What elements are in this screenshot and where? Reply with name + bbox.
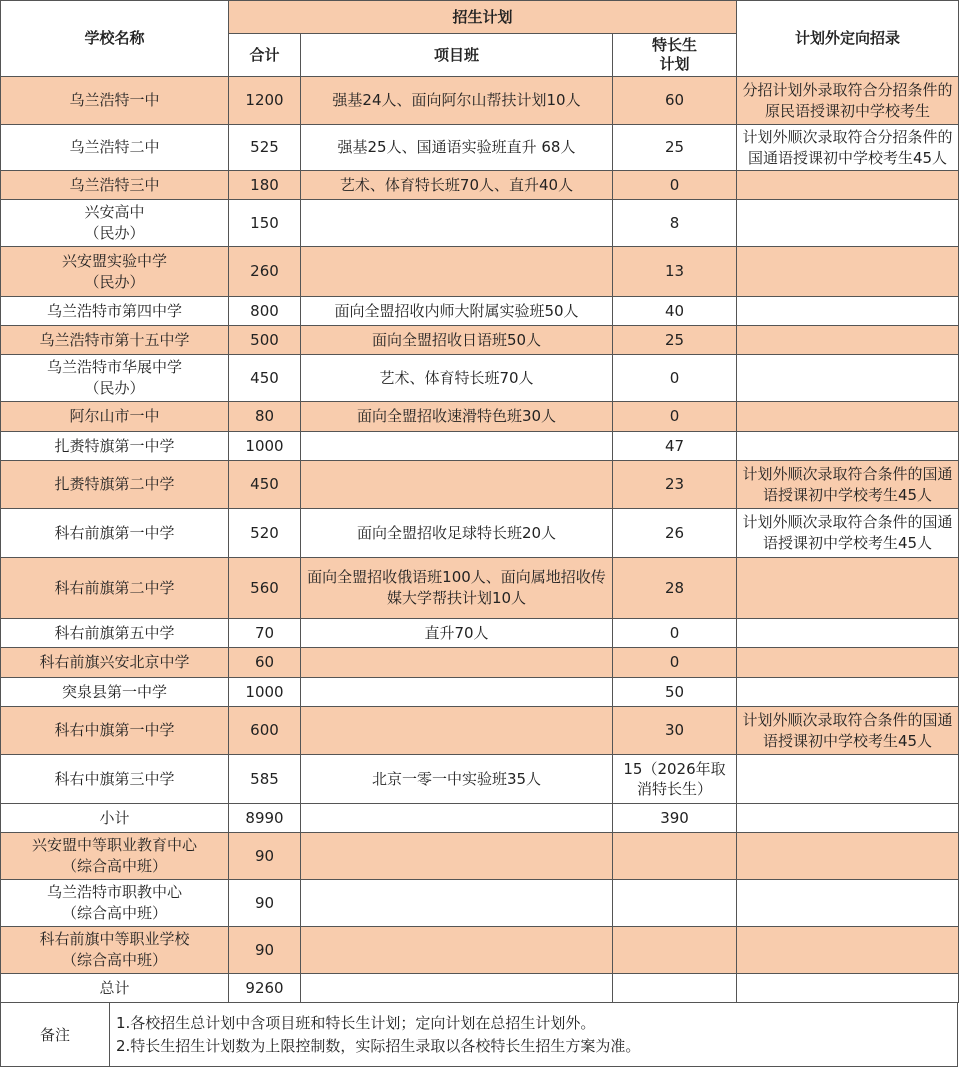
table-row — [1, 558, 959, 619]
project-class: 强基25人、国通语实验班直升 68人 — [301, 125, 613, 171]
outside-plan-note — [737, 171, 959, 200]
outside-plan-note — [737, 558, 959, 619]
table-row — [1, 755, 959, 804]
school-name: 阿尔山市一中 — [1, 402, 229, 432]
remark-line-2: 2.特长生招生计划数为上限控制数，实际招生录取以各校特长生招生方案为准。 — [116, 1036, 641, 1055]
header-plan: 招生计划 — [229, 1, 737, 34]
outside-plan-note: 计划外顺次录取符合条件的国通语授课初中学校考生45人 — [737, 509, 959, 558]
outside-plan-note — [737, 432, 959, 461]
school-name: 科右前旗兴安北京中学 — [1, 648, 229, 678]
school-name: 乌兰浩特市第十五中学 — [1, 326, 229, 355]
grand-total-value: 9260 — [229, 974, 301, 1003]
plan-total: 260 — [229, 247, 301, 297]
special-plan: 28 — [613, 558, 737, 619]
plan-total: 1200 — [229, 77, 301, 125]
table-row — [1, 402, 959, 432]
school-name: 科右前旗第一中学 — [1, 509, 229, 558]
special-plan: 25 — [613, 125, 737, 171]
special-plan — [613, 833, 737, 880]
plan-total: 600 — [229, 707, 301, 755]
special-plan: 40 — [613, 297, 737, 326]
plan-total: 90 — [229, 927, 301, 974]
project-class: 强基24人、面向阿尔山帮扶计划10人 — [301, 77, 613, 125]
special-plan: 26 — [613, 509, 737, 558]
school-name: 乌兰浩特市第四中学 — [1, 297, 229, 326]
outside-plan-note — [737, 927, 959, 974]
plan-total: 60 — [229, 648, 301, 678]
school-rows — [1, 77, 959, 804]
school-name: 兴安高中 （民办） — [1, 200, 229, 247]
vocational-row — [1, 927, 959, 974]
remarks — [0, 1003, 958, 1067]
special-plan — [613, 880, 737, 927]
project-class: 面向全盟招收日语班50人 — [301, 326, 613, 355]
outside-plan-note — [737, 297, 959, 326]
remarks-body — [110, 1003, 957, 1066]
school-name: 科右前旗第二中学 — [1, 558, 229, 619]
vocational-row — [1, 880, 959, 927]
school-name: 扎赉特旗第二中学 — [1, 461, 229, 509]
outside-plan-note — [737, 200, 959, 247]
special-plan: 0 — [613, 619, 737, 648]
plan-total: 450 — [229, 461, 301, 509]
table-row — [1, 509, 959, 558]
table-row — [1, 200, 959, 247]
project-class — [301, 927, 613, 974]
school-name: 科右中旗第一中学 — [1, 707, 229, 755]
outside-plan-note — [737, 326, 959, 355]
outside-plan-note — [737, 678, 959, 707]
project-class — [301, 707, 613, 755]
vocational-row — [1, 833, 959, 880]
plan-total: 70 — [229, 619, 301, 648]
header-total: 合计 — [229, 34, 301, 77]
outside-plan-note: 分招计划外录取符合分招条件的原民语授课初中学校考生 — [737, 77, 959, 125]
school-name: 科右前旗中等职业学校 （综合高中班） — [1, 927, 229, 974]
project-class — [301, 432, 613, 461]
table-row — [1, 77, 959, 125]
special-plan: 0 — [613, 402, 737, 432]
school-name: 突泉县第一中学 — [1, 678, 229, 707]
remarks-label: 备注 — [1, 1003, 110, 1066]
school-name: 兴安盟中等职业教育中心 （综合高中班） — [1, 833, 229, 880]
special-plan: 60 — [613, 77, 737, 125]
special-plan: 0 — [613, 355, 737, 402]
plan-total: 180 — [229, 171, 301, 200]
plan-total: 500 — [229, 326, 301, 355]
plan-total: 150 — [229, 200, 301, 247]
table-row — [1, 619, 959, 648]
table-row — [1, 171, 959, 200]
table-row — [1, 326, 959, 355]
table-row — [1, 707, 959, 755]
school-name: 乌兰浩特市华展中学 （民办） — [1, 355, 229, 402]
grand-total-row — [1, 974, 959, 1003]
subtotal-total: 8990 — [229, 804, 301, 833]
table-row — [1, 247, 959, 297]
plan-total: 450 — [229, 355, 301, 402]
school-name: 乌兰浩特市职教中心 （综合高中班） — [1, 880, 229, 927]
special-plan: 0 — [613, 648, 737, 678]
outside-plan-note — [737, 619, 959, 648]
outside-plan-note — [737, 833, 959, 880]
project-class — [301, 678, 613, 707]
subtotal-label: 小计 — [1, 804, 229, 833]
project-class — [301, 880, 613, 927]
table-row — [1, 461, 959, 509]
plan-total: 1000 — [229, 678, 301, 707]
project-class — [301, 461, 613, 509]
school-name: 乌兰浩特二中 — [1, 125, 229, 171]
plan-total: 585 — [229, 755, 301, 804]
table-row — [1, 125, 959, 171]
special-plan: 13 — [613, 247, 737, 297]
special-plan: 25 — [613, 326, 737, 355]
school-name: 乌兰浩特三中 — [1, 171, 229, 200]
project-class: 北京一零一中实验班35人 — [301, 755, 613, 804]
special-plan: 23 — [613, 461, 737, 509]
project-class: 艺术、体育特长班70人、直升40人 — [301, 171, 613, 200]
project-class: 面向全盟招收内师大附属实验班50人 — [301, 297, 613, 326]
header-project: 项目班 — [301, 34, 613, 77]
plan-total: 520 — [229, 509, 301, 558]
grand-total-label: 总计 — [1, 974, 229, 1003]
project-class — [301, 200, 613, 247]
project-class — [301, 833, 613, 880]
remark-line-1: 1.各校招生总计划中含项目班和特长生计划；定向计划在总招生计划外。 — [116, 1013, 596, 1032]
outside-plan-note — [737, 402, 959, 432]
outside-plan-note — [737, 247, 959, 297]
project-class: 艺术、体育特长班70人 — [301, 355, 613, 402]
plan-total: 525 — [229, 125, 301, 171]
special-plan: 8 — [613, 200, 737, 247]
table-row — [1, 297, 959, 326]
subtotal-row — [1, 804, 959, 833]
plan-total: 800 — [229, 297, 301, 326]
special-plan — [613, 927, 737, 974]
header-special: 特长生 计划 — [613, 34, 737, 77]
school-name: 扎赉特旗第一中学 — [1, 432, 229, 461]
project-class: 面向全盟招收速滑特色班30人 — [301, 402, 613, 432]
outside-plan-note: 计划外顺次录取符合条件的国通语授课初中学校考生45人 — [737, 707, 959, 755]
table-row — [1, 648, 959, 678]
table-row — [1, 355, 959, 402]
plan-total: 560 — [229, 558, 301, 619]
subtotal-special: 390 — [613, 804, 737, 833]
project-class — [301, 247, 613, 297]
special-plan: 0 — [613, 171, 737, 200]
school-name: 兴安盟实验中学 （民办） — [1, 247, 229, 297]
outside-plan-note: 计划外顺次录取符合分招条件的国通语授课初中学校考生45人 — [737, 125, 959, 171]
special-plan: 50 — [613, 678, 737, 707]
school-name: 科右前旗第五中学 — [1, 619, 229, 648]
plan-total: 80 — [229, 402, 301, 432]
school-name: 科右中旗第三中学 — [1, 755, 229, 804]
project-class: 面向全盟招收足球特长班20人 — [301, 509, 613, 558]
project-class: 直升70人 — [301, 619, 613, 648]
outside-plan-note — [737, 355, 959, 402]
outside-plan-note — [737, 880, 959, 927]
vocational-rows — [1, 833, 959, 974]
table-row — [1, 432, 959, 461]
header-school-name: 学校名称 — [1, 1, 229, 77]
plan-total: 90 — [229, 833, 301, 880]
special-plan: 30 — [613, 707, 737, 755]
header-outside-plan: 计划外定向招录 — [737, 1, 959, 77]
special-plan: 15（2026年取消特长生） — [613, 755, 737, 804]
project-class: 面向全盟招收俄语班100人、面向属地招收传媒大学帮扶计划10人 — [301, 558, 613, 619]
school-name: 乌兰浩特一中 — [1, 77, 229, 125]
outside-plan-note — [737, 755, 959, 804]
table-row — [1, 678, 959, 707]
outside-plan-note: 计划外顺次录取符合条件的国通语授课初中学校考生45人 — [737, 461, 959, 509]
special-plan: 47 — [613, 432, 737, 461]
outside-plan-note — [737, 648, 959, 678]
plan-total: 1000 — [229, 432, 301, 461]
project-class — [301, 648, 613, 678]
plan-total: 90 — [229, 880, 301, 927]
